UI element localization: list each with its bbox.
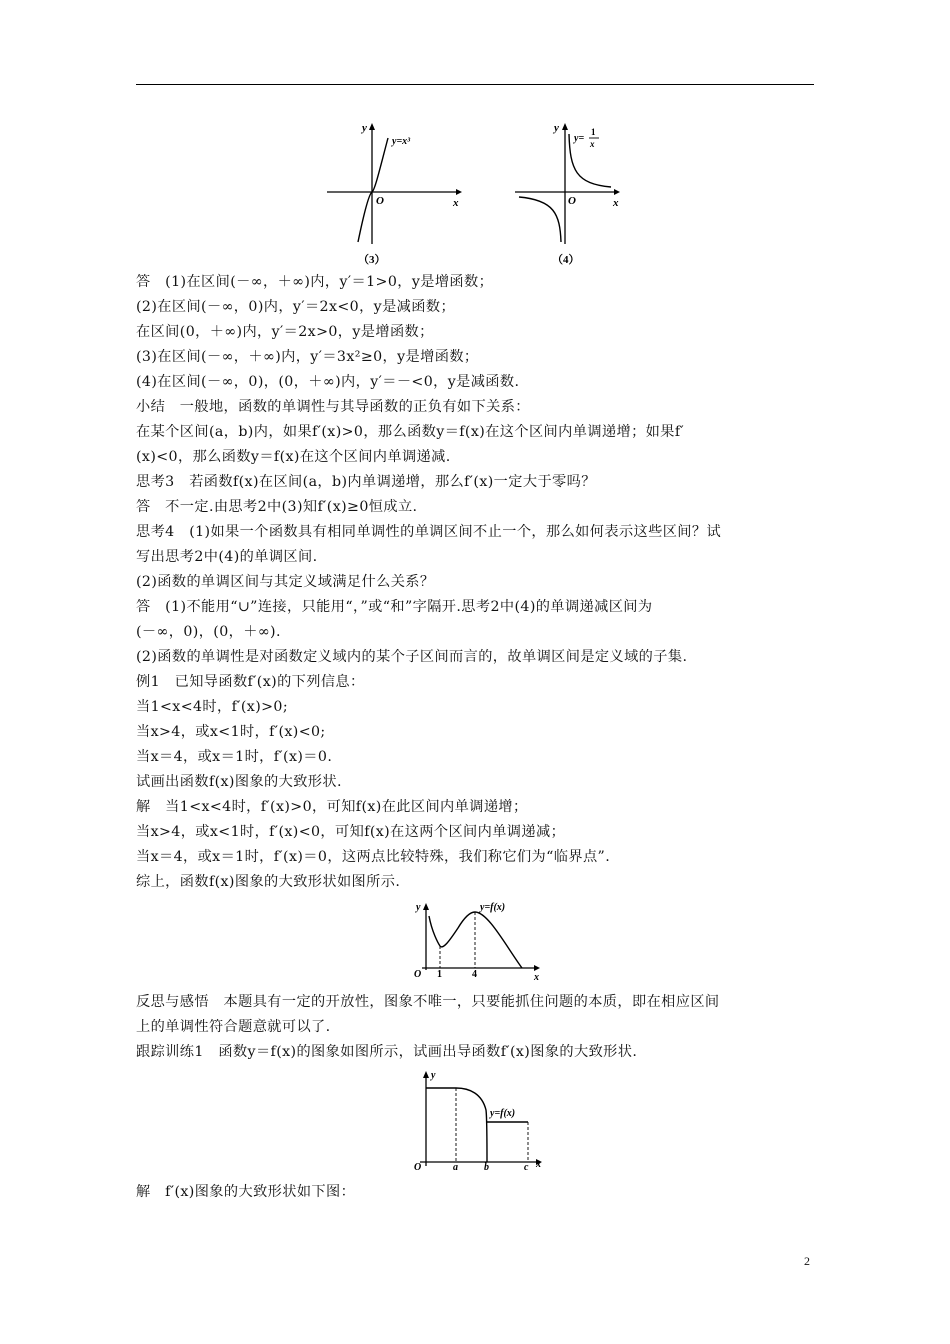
- x-axis-label: x: [536, 1159, 541, 1170]
- origin-label: O: [376, 195, 384, 207]
- think4-line-2: 写出思考2中(4)的单调区间.: [136, 549, 318, 565]
- answer-line-4: (3)在区间(－∞，＋∞)内，y′＝3x²≥0，y是增函数；: [136, 349, 479, 365]
- header-rule: [136, 84, 814, 85]
- example1-cond-3: 当x＝4，或x＝1时，f′(x)＝0.: [136, 749, 333, 765]
- example1-title: 例1 已知导函数f′(x)的下列信息：: [136, 674, 365, 690]
- figure-example1-graph: [408, 898, 550, 983]
- curve-label-numerator: 1: [591, 127, 596, 137]
- x-axis-label: x: [613, 197, 619, 209]
- curve-label: y=x³: [392, 136, 411, 147]
- figure-training-graph: [406, 1064, 552, 1176]
- origin-label: O: [414, 1162, 422, 1173]
- summary-line-2: 在某个区间(a，b)内，如果f′(x)>0，那么函数y＝f(x)在这个区间内单调递增；如果f′: [136, 424, 685, 440]
- think4-answer-1: 答 (1)不能用“∪”连接，只能用“，”或“和”字隔开.思考2中(4)的单调递减区间为: [136, 599, 653, 615]
- think4-line-3: (2)函数的单调区间与其定义域满足什么关系？: [136, 574, 435, 590]
- solution-line-1: 解 当1<x<4时，f′(x)>0，可知f(x)在此区间内单调递增；: [136, 799, 528, 815]
- page-number: 2: [804, 1254, 810, 1268]
- solution-line-4: 综上，函数f(x)图象的大致形状如图所示.: [136, 874, 401, 890]
- origin-label: O: [568, 195, 576, 207]
- tick-b-label: b: [484, 1162, 489, 1173]
- example1-cond-2: 当x>4，或x<1时，f′(x)<0;: [136, 724, 326, 740]
- curve-label-denominator: x: [590, 139, 595, 149]
- example1-task: 试画出函数f(x)图象的大致形状.: [136, 774, 342, 790]
- x-axis-label: x: [453, 197, 459, 209]
- tick-c-label: c: [524, 1162, 529, 1173]
- think4-line-1: 思考4 (1)如果一个函数具有相同单调性的单调区间不止一个，那么如何表示这些区间？试: [136, 524, 722, 540]
- curve-label: y=f(x): [480, 902, 506, 913]
- figure-reciprocal-graph: [510, 118, 630, 268]
- think3-question: 思考3 若函数f(x)在区间(a，b)内单调递增，那么f′(x)一定大于零吗？: [136, 474, 596, 490]
- summary-line-3: (x)<0，那么函数y＝f(x)在这个区间内单调递减.: [136, 449, 451, 465]
- answer-line-1: 答 (1)在区间(－∞，＋∞)内，y′＝1>0，y是增函数；: [136, 274, 494, 290]
- tick-4-label: 4: [472, 969, 477, 980]
- figure-caption: （4）: [552, 254, 580, 266]
- y-axis-label: y: [431, 1070, 436, 1081]
- solution-line-2: 当x>4，或x<1时，f′(x)<0，可知f(x)在这两个区间内单调递减；: [136, 824, 566, 840]
- y-axis-label: y: [554, 122, 559, 134]
- y-axis-label: y: [362, 122, 367, 134]
- y-axis-label: y: [416, 902, 421, 913]
- x-axis-label: x: [534, 972, 539, 983]
- summary-line-1: 小结 一般地，函数的单调性与其导函数的正负有如下关系：: [136, 399, 530, 415]
- curve-label: y=f(x): [490, 1108, 516, 1119]
- answer-line-5: (4)在区间(－∞，0)，(0，＋∞)内，y′＝－<0，y是减函数.: [136, 374, 520, 390]
- answer-line-2: (2)在区间(－∞，0)内，y′＝2x<0，y是减函数；: [136, 299, 456, 315]
- solution-line-3: 当x＝4，或x＝1时，f′(x)＝0，这两点比较特殊，我们称它们为“临界点”.: [136, 849, 611, 865]
- curve-label-lhs: y=: [574, 133, 585, 144]
- figure-cubic-graph: [322, 118, 472, 268]
- answer-line-3: 在区间(0，＋∞)内，y′＝2x>0，y是增函数；: [136, 324, 434, 340]
- think4-answer-3: (2)函数的单调性是对函数定义域内的某个子区间而言的，故单调区间是定义域的子集.: [136, 649, 688, 665]
- tick-1-label: 1: [437, 969, 442, 980]
- tick-a-label: a: [453, 1162, 458, 1173]
- reflection-line-2: 上的单调性符合题意就可以了.: [136, 1019, 331, 1035]
- think4-answer-2: (－∞，0)，(0，＋∞).: [136, 624, 281, 640]
- think3-answer: 答 不一定.由思考2中(3)知f′(x)≥0恒成立.: [136, 499, 418, 515]
- origin-label: O: [414, 969, 422, 980]
- figure-caption: （3）: [358, 254, 386, 266]
- reflection-line-1: 反思与感悟 本题具有一定的开放性，图象不唯一，只要能抓住问题的本质，即在相应区间: [136, 994, 720, 1010]
- training-solution: 解 f′(x)图象的大致形状如下图：: [136, 1184, 356, 1200]
- training-question: 跟踪训练1 函数y＝f(x)的图象如图所示，试画出导函数f′(x)图象的大致形状.: [136, 1044, 638, 1060]
- example1-cond-1: 当1<x<4时，f′(x)>0;: [136, 699, 289, 715]
